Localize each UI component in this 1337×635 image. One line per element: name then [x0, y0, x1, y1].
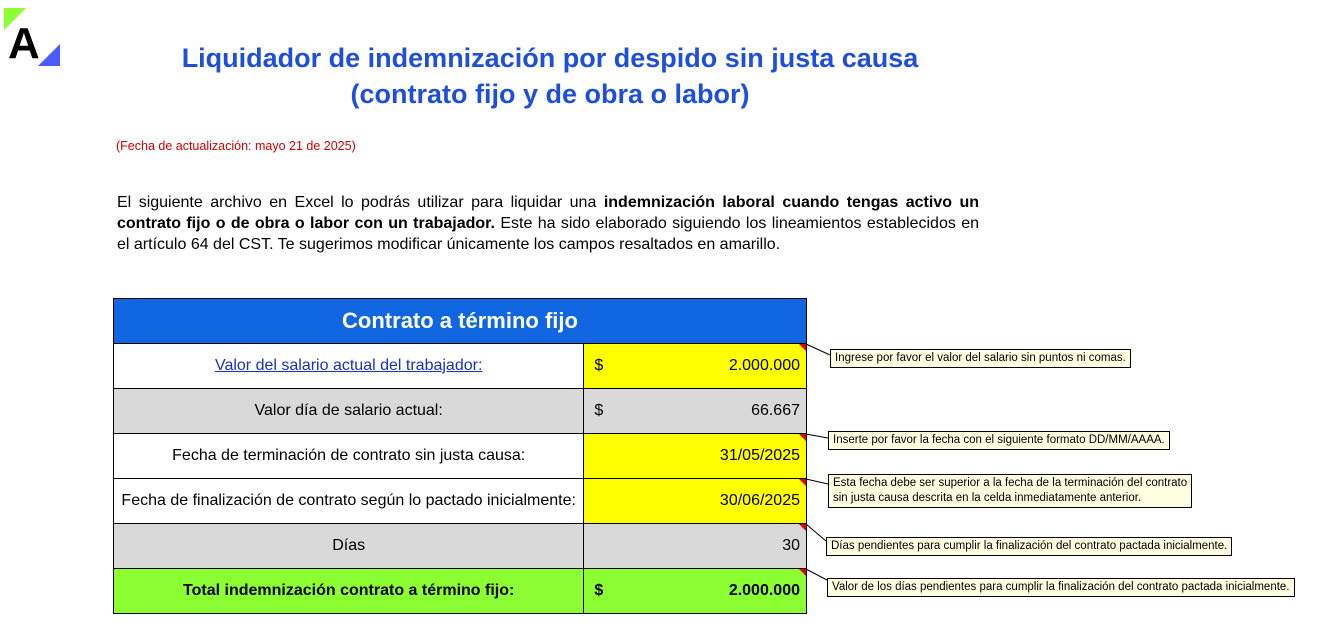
- days-comment: Días pendientes para cumplir la finalización del contrato pactada inicialmente.: [826, 537, 1232, 556]
- agreed-end-date-label: Fecha de finalización de contrato según lo pactado inicialmente:: [114, 479, 584, 524]
- table-row: [114, 344, 807, 389]
- end-date-comment: Esta fecha debe ser superior a la fecha de la terminación del contrato sin justa causa descrita en la celda inmediatamente anterior.: [828, 474, 1192, 508]
- table-row: [114, 434, 807, 479]
- salary-label[interactable]: Valor del salario actual del trabajador:: [114, 344, 584, 389]
- agreed-end-date-input-cell[interactable]: 30/06/2025: [584, 479, 807, 524]
- daily-salary-cell: $ 66.667: [584, 389, 807, 434]
- termination-date-input-cell[interactable]: 31/05/2025: [584, 434, 807, 479]
- total-label: Total indemnización contrato a término fijo:: [114, 569, 584, 614]
- intro-paragraph: El siguiente archivo en Excel lo podrás utilizar para liquidar una indemnización laboral cuando tengas activo un contrato fijo o de obra o labor con un trabajador. Este ha sido elaborado siguiendo los lineamientos establecidos en el artículo 64 del CST. Te sugerimos modificar únicamente los campos resaltados en amarillo.: [117, 194, 979, 253]
- days-cell: 30: [584, 524, 807, 569]
- table-row: [114, 479, 807, 524]
- daily-salary-label: Valor día de salario actual:: [114, 389, 584, 434]
- svg-text:A: A: [8, 19, 40, 66]
- table-row: [114, 389, 807, 434]
- update-date: (Fecha de actualización: mayo 21 de 2025): [116, 139, 356, 153]
- table-heading: Contrato a término fijo: [114, 299, 807, 344]
- total-comment: Valor de los días pendientes para cumplir la finalización del contrato pactada inicialmente.: [827, 578, 1295, 597]
- termination-date-label: Fecha de terminación de contrato sin justa causa:: [114, 434, 584, 479]
- comment-indicator-icon: [799, 434, 806, 441]
- comment-indicator-icon: [799, 569, 806, 576]
- calculator-table: [113, 298, 807, 614]
- comment-indicator-icon: [799, 344, 806, 351]
- date-format-comment: Inserte por favor la fecha con el siguiente formato DD/MM/AAAA.: [828, 431, 1170, 450]
- page-title: Liquidador de indemnización por despido sin justa causa (contrato fijo y de obra o labor): [181, 43, 919, 109]
- comment-indicator-icon: [799, 479, 806, 486]
- total-cell: $ 2.000.000: [584, 569, 807, 614]
- salary-comment: Ingrese por favor el valor del salario sin puntos ni comas.: [830, 349, 1131, 368]
- salary-input-cell[interactable]: $ 2.000.000: [584, 344, 807, 389]
- table-row: [114, 569, 807, 614]
- table-row: [114, 524, 807, 569]
- brand-logo: [4, 8, 60, 66]
- comment-indicator-icon: [799, 524, 806, 531]
- days-label: Días: [114, 524, 584, 569]
